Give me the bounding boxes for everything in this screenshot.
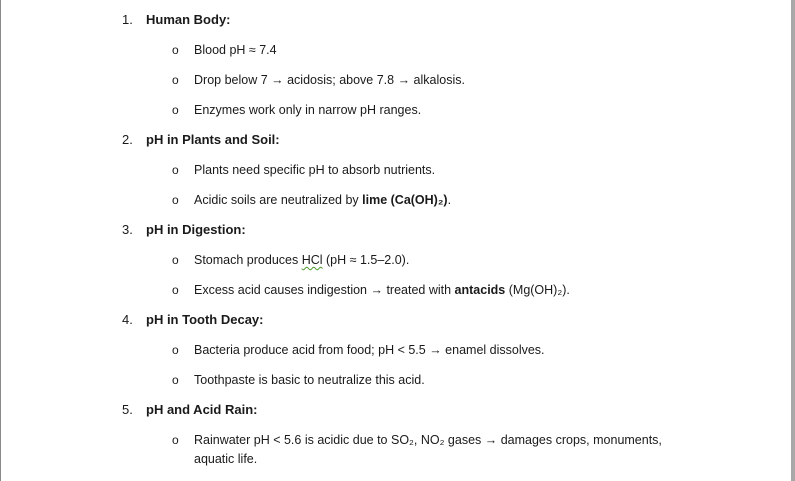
list-item-continuation: aquatic life. [194,452,258,466]
item-text: . [447,193,452,207]
item-text: (Mg(OH)₂). [505,283,570,297]
bullet-marker: o [172,373,179,387]
bullet-marker: o [172,163,179,177]
bullet-marker: o [172,433,179,447]
list-number: 3. [122,222,133,237]
list-item: Toothpaste is basic to neutralize this acid. [194,373,425,387]
bold-term: antacids [454,283,506,297]
item-text: (pH ≈ 1.5–2.0). [322,253,410,267]
bold-term: lime (Ca(OH)₂) [362,193,448,207]
list-number: 1. [122,12,133,27]
list-item: Rainwater pH < 5.6 is acidic due to SO₂, NO₂ gases → damages crops, monuments, [194,433,662,447]
bullet-marker: o [172,43,179,57]
bullet-marker: o [172,103,179,117]
list-item: Bacteria produce acid from food; pH < 5.5 → enamel dissolves. [194,343,545,357]
item-text: Acidic soils are neutralized by [194,193,363,207]
section-heading: Human Body: [146,12,231,27]
list-item: Blood pH ≈ 7.4 [194,43,277,57]
list-item [194,191,451,210]
bullet-marker: o [172,193,179,207]
list-item [194,251,409,270]
bullet-marker: o [172,283,179,297]
list-number: 4. [122,312,133,327]
bullet-marker: o [172,73,179,87]
bullet-marker: o [172,343,179,357]
section-heading: pH in Digestion: [146,222,246,237]
item-text: Stomach produces [194,253,302,267]
list-number: 2. [122,132,133,147]
list-item: Drop below 7 → acidosis; above 7.8 → alkalosis. [194,73,465,87]
window-right-border [791,0,795,481]
list-item [194,281,570,300]
section-heading: pH in Plants and Soil: [146,132,280,147]
bullet-marker: o [172,253,179,267]
list-item: Enzymes work only in narrow pH ranges. [194,103,422,117]
section-heading: pH and Acid Rain: [146,402,258,417]
section-heading: pH in Tooth Decay: [146,312,264,327]
spellcheck-marked-word[interactable]: HCl [301,253,323,267]
list-item: Plants need specific pH to absorb nutrients. [194,163,436,177]
list-number: 5. [122,402,133,417]
item-text: Excess acid causes indigestion → treated with [194,283,455,297]
